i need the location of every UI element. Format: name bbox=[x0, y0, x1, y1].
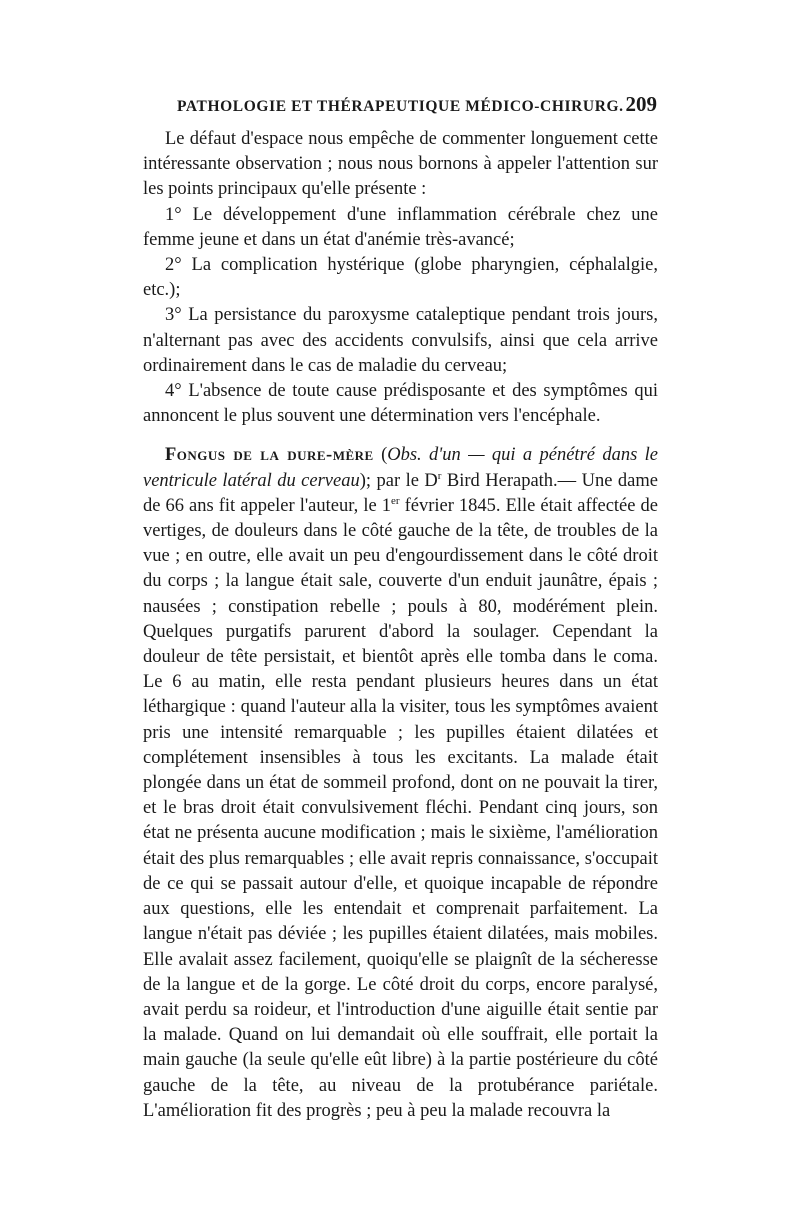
author-lead: par le D bbox=[371, 470, 438, 491]
point-1: 1° Le développement d'une inflammation cérébrale chez une femme jeune et dans un état d'anémie très-avancé; bbox=[143, 204, 658, 250]
running-title: PATHOLOGIE ET THÉRAPEUTIQUE MÉDICO-CHIRURG. bbox=[177, 98, 624, 115]
subtitle-close: ); bbox=[359, 470, 372, 491]
section-paragraph bbox=[143, 443, 658, 1123]
date-superscript: er bbox=[390, 494, 400, 507]
point-4: 4° L'absence de toute cause prédisposante et des symptômes qui annoncent le plus souvent une détermination vers l'encéphale. bbox=[143, 381, 658, 427]
point-3: 3° La persistance du paroxysme cataleptique pendant trois jours, n'alternant pas avec des accidents convulsifs, ainsi que cela arrive ordinairement dans le cas de maladie du cerveau; bbox=[143, 305, 658, 376]
point-2: 2° La complication hystérique (globe pharyngien, céphalalgie, etc.); bbox=[143, 255, 658, 301]
running-header bbox=[177, 92, 657, 117]
author-rest: Bird Herapath.— Une dame de 66 ans fit appeler l'auteur, le 1 bbox=[143, 470, 658, 516]
body-text bbox=[143, 127, 658, 1124]
page-number: 209 bbox=[625, 92, 657, 116]
subtitle-open: ( bbox=[373, 445, 388, 466]
observation-subtitle: Obs. d'un — qui a pénétré dans le ventricule latéral du cerveau bbox=[143, 445, 658, 491]
doctor-superscript: r bbox=[437, 469, 442, 482]
section-heading: Fongus de la dure-mère bbox=[165, 445, 374, 466]
case-text: février 1845. Elle était affectée de vertiges, de douleurs dans le côté gauche de la tête, de troubles de la vue ; en outre, elle avait un peu d'engourdissement dans le côté droit du corps ; la langue était sale, couverte d'un enduit jaunâtre, épais ; nausées ; constipation rebelle ; pouls à 80, modérément plein. Quelques purgatifs parurent d'abord la soulager. Cependant la douleur de tête persistait, et bientôt après elle tomba dans le coma. Le 6 au matin, elle resta pendant plusieurs heures dans un état léthargique : quand l'auteur alla la visiter, tous les symptômes avaient pris une intensité remarquable ; les pupilles étaient dilatées et complétement insensibles à tous les excitants. La malade était plongée dans un état de sommeil profond, dont on ne pouvait la tirer, et le bras droit était convulsivement fléchi. Pendant cinq jours, son état ne présenta aucune modification ; mais le sixième, l'amélioration était des plus remarquables ; elle avait repris connaissance, s'occupait de ce qui se passait autour d'elle, et quoique incapable de répondre aux questions, elle les entendait et comprenait parfaitement. La langue n'était pas déviée ; les pupilles étaient dilatées, mais mobiles. Elle avalait assez facilement, quoiqu'elle se plaignît de la sécheresse de la langue et de la gorge. Le côté droit du corps, encore paralysé, avait perdu sa roideur, et l'introduction d'une aiguille était sentie par la malade. Quand on lui demandait où elle souffrait, elle portait la main gauche (la seule qu'elle eût libre) à la partie postérieure du côté gauche de la tête, au niveau de la protubérance pariétale. L'amélioration fit des progrès ; peu à peu la malade recouvra la bbox=[143, 495, 658, 1121]
intro-paragraph: Le défaut d'espace nous empêche de commenter longuement cette intéressante observation ; nous nous bornons à appeler l'attention sur les points principaux qu'elle présente : bbox=[143, 129, 658, 200]
